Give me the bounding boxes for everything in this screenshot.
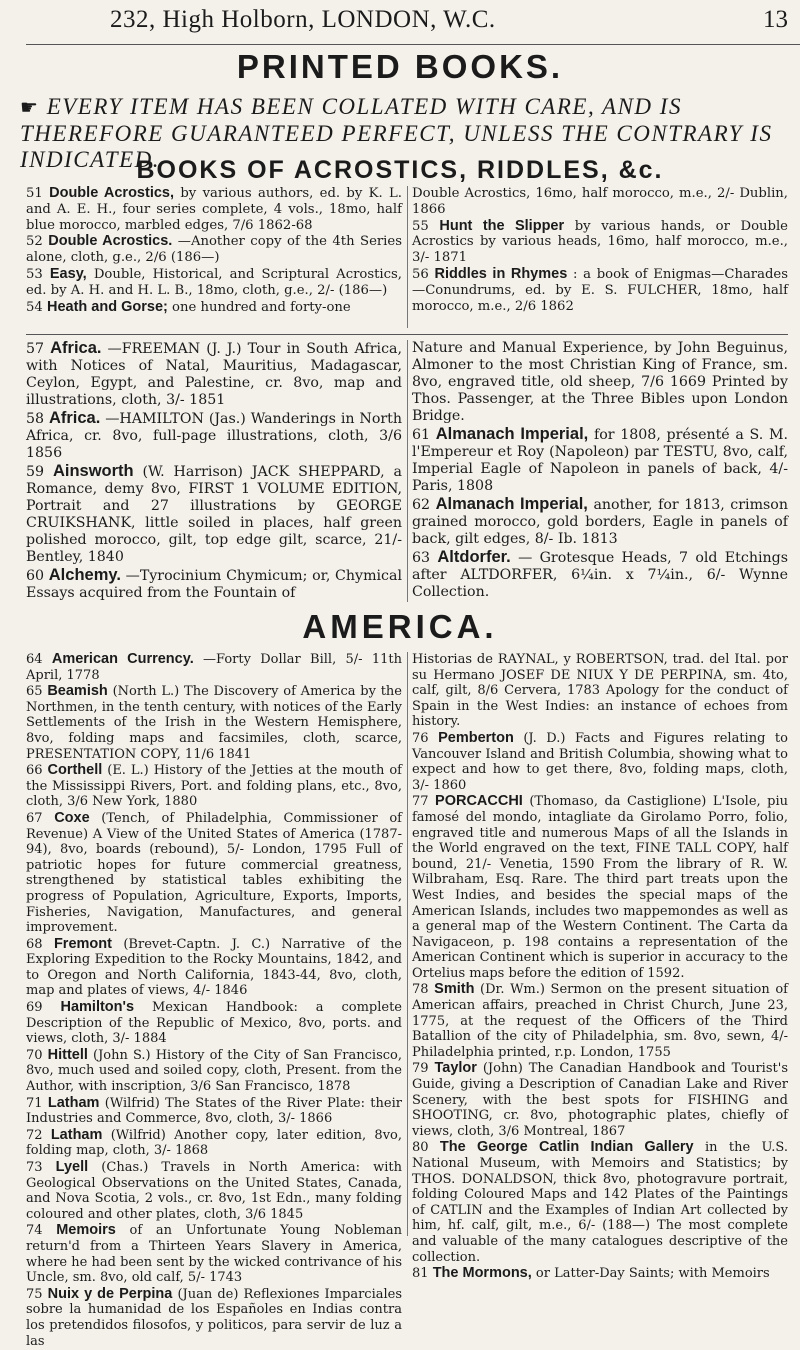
entry-number: 74 <box>26 1223 57 1239</box>
entry-text: Double Acrostics, 16mo, half morocco, m.e., 2/- Dublin, 1866 <box>412 186 788 217</box>
entry-title: Coxe <box>54 809 90 826</box>
entry-number: 66 <box>26 763 48 779</box>
america-left-column <box>26 652 402 1350</box>
entry-title: Latham <box>50 1126 103 1143</box>
header-rule <box>26 44 800 45</box>
catalogue-entry <box>412 267 788 314</box>
column-divider <box>407 186 408 328</box>
entry-text: one hundred and forty-one <box>172 299 351 315</box>
entry-number: 62 <box>412 497 436 513</box>
entry-number: 51 <box>26 186 50 201</box>
catalogue-entry <box>412 794 788 981</box>
entry-text: (Chas.) Travels in North America: with Geological Observations on the United States, Canada, and Nova Scotia, 2 vols., cr. 8vo, 1st Edn., many folding coloured and other plates, cloth, 3/6 1845 <box>26 1160 402 1222</box>
entry-text: or Latter-Day Saints; with Memoirs <box>535 1266 770 1282</box>
entry-text: for 1808, présenté a S. M. l'Empereur et Roy (Napoleon) par TESTU, 8vo, calf, Imperial Eagle of Napoleon in panels of back, 4/- Paris, 1808 <box>412 427 788 494</box>
entry-title: Easy, <box>49 265 87 282</box>
entry-title: American Currency. <box>51 651 194 667</box>
catalogue-entry <box>26 1000 402 1047</box>
entry-number: 53 <box>26 266 50 282</box>
entry-title: Lyell <box>55 1159 89 1175</box>
entry-title: Almanach Imperial, <box>435 425 589 443</box>
catalogue-entry <box>26 463 402 566</box>
entry-title: Memoirs <box>56 1222 116 1239</box>
entry-title: Nuix y de Perpina <box>47 1285 173 1302</box>
entry-text: (J. D.) Facts and Figures relating to Vancouver Island and British Columbia, showing what to expect and how to get there, 8vo, folding maps, cloth, 3/- 1860 <box>412 730 788 793</box>
entry-title: Altdorfer. <box>437 548 511 566</box>
entry-title: Hittell <box>47 1046 88 1063</box>
entry-number: 70 <box>26 1047 48 1063</box>
catalogue-entry <box>26 186 402 233</box>
entry-number: 56 <box>412 266 435 282</box>
entry-number: 78 <box>412 982 435 998</box>
entry-text: (John) The Canadian Handbook and Tourist's Guide, giving a Description of Canadian Lake and River Scenery, with the best spots for FISHING and SHOOTING, cr. 8vo, photographic plates, chiefly of views, cloth, 3/6 Montreal, 1867 <box>412 1061 788 1139</box>
entry-text: (Tench, of Philadelphia, Commissioner of Revenue) A View of the United States of America (1787-94), 8vo, boards (rebound), 5/- London, 1795 Full of patriotic hopes for future commercial greatness, strengthened by statistical tables exhibiting the progress of Population, Agriculture, Exports, Imports, Fisheries, Navigation, Manufactures, and general improvement. <box>26 810 402 936</box>
catalogue-entry <box>412 1266 788 1282</box>
entry-title: Alchemy. <box>48 566 121 584</box>
catalogue-entry <box>412 186 788 218</box>
catalogue-entry <box>412 731 788 793</box>
entry-number: 79 <box>412 1061 435 1077</box>
entry-title: Fremont <box>53 935 112 952</box>
section-heading-america: AMERICA. <box>302 608 498 645</box>
catalogue-entry <box>26 652 402 683</box>
catalogue-entry <box>26 1223 402 1285</box>
entry-number: 55 <box>412 218 440 234</box>
section-rule <box>26 334 788 335</box>
catalogue-entry <box>26 1128 402 1159</box>
catalogue-entry <box>412 982 788 1060</box>
entry-text: (W. Harrison) JACK SHEPPARD, a Romance, demy 8vo, FIRST 1 VOLUME EDITION, Portrait and 27 illustrations by GEORGE CRUIKSHANK, little soiled in places, half green polished morocco, gilt, top edge gilt, scarce, 21/- Bentley, 1840 <box>26 464 402 565</box>
column-divider <box>407 652 408 1236</box>
entry-number: 72 <box>26 1127 51 1143</box>
page-header <box>0 4 800 32</box>
entry-text: another, for 1813, crimson grained morocco, gold borders, Eagle in panels of back, gilt edges, 8/- Ib. 1813 <box>412 497 788 547</box>
entry-text: Double, Historical, and Scriptural Acrostics, ed. by A. H. and H. L. B., 18mo, cloth, g.e., 2/- (186—) <box>26 266 402 298</box>
entry-title: Latham <box>47 1094 100 1111</box>
entry-title: Africa. <box>48 409 101 427</box>
entry-number: 75 <box>26 1286 48 1302</box>
entry-number: 58 <box>26 411 49 427</box>
catalogue-entry <box>412 219 788 266</box>
entry-number: 54 <box>26 299 47 315</box>
entry-number: 80 <box>412 1140 440 1156</box>
entry-number: 57 <box>26 341 51 357</box>
entry-title: The George Catlin Indian Gallery <box>439 1139 694 1156</box>
entry-title: Double Acrostics. <box>48 233 173 250</box>
entry-text: (E. L.) History of the Jetties at the mouth of the Mississippi Rivers, Port. and folding plans, etc., 8vo, cloth, 3/6 New York, 1880 <box>26 763 402 810</box>
pointing-hand-icon: ☛ <box>20 97 40 119</box>
entry-title: Heath and Gorse; <box>46 298 168 315</box>
entry-number: 73 <box>26 1160 56 1175</box>
catalogue-entry <box>26 937 402 999</box>
entry-title: Almanach Imperial, <box>435 495 588 513</box>
section-heading-acrostics: BOOKS OF ACROSTICS, RIDDLES, &c. <box>136 156 664 184</box>
entry-text: —Forty Dollar Bill, 5/- 11th April, 1778 <box>26 652 402 683</box>
entry-text: —FREEMAN (J. J.) Tour in South Africa, with Notices of Natal, Mauritius, Madagascar, Ceylon, Egypt, and Palestine, cr. 8vo, map and illustrations, cloth, 3/- 1851 <box>26 341 402 408</box>
entry-text: (Dr. Wm.) Sermon on the present situation of American affairs, preached in Christ Church, June 23, 1775, at the request of the Officers of the Third Batallion of the city of Philadelphia, sm. 8vo, sewn, 4/- Philadelphia printed, r.p. London, 1755 <box>412 982 788 1060</box>
entry-number: 67 <box>26 810 55 826</box>
entry-title: Smith <box>434 981 475 998</box>
entry-title: PORCACCHI <box>435 793 523 810</box>
catalogue-entry <box>412 1061 788 1139</box>
entry-number: 77 <box>412 794 436 810</box>
catalogue-entry <box>26 567 402 602</box>
catalogue-entry <box>412 426 788 495</box>
entry-text: —Another copy of the 4th Series alone, cloth, g.e., 2/6 (186—) <box>26 234 402 266</box>
catalogue-entry <box>412 1140 788 1265</box>
entry-text: (Juan de) Reflexiones Imparciales sobre la humanidad de los Españoles en Indias contra los pretendidos filosofos, y politicos, para servir de luz a las <box>26 1286 403 1349</box>
entry-title: Double Acrostics, <box>49 185 175 201</box>
column-divider <box>407 340 408 602</box>
entry-text: (Brevet-Captn. J. C.) Narrative of the Exploring Expedition to the Rocky Mountains, 1842, and to Oregon and North California, 1843-44, 8vo, cloth, map and plates of views, 4/- 1846 <box>26 936 402 999</box>
catalogue-entry <box>26 340 402 409</box>
entry-title: Pemberton <box>438 729 514 746</box>
entry-number: 69 <box>26 1000 61 1016</box>
acrostics-left-column <box>26 186 402 316</box>
catalogue-entry <box>26 1287 402 1349</box>
entry-number: 81 <box>412 1266 433 1282</box>
entry-number: 76 <box>412 730 439 746</box>
catalogue-entry <box>412 496 788 548</box>
entry-number: 60 <box>26 568 49 584</box>
catalogue-entry <box>26 267 402 299</box>
entry-text: Mexican Handbook: a complete Description of the Republic of Mexico, 8vo, ports. and views, cloth, 3/- 1884 <box>26 1000 402 1047</box>
entry-number: 68 <box>26 936 54 952</box>
entry-text: by various hands, or Double Acrostics by various heads, 16mo, half morocco, m.e., 3/- 1871 <box>412 218 788 266</box>
entry-text: — Grotesque Heads, 7 old Etchings after ALTDORFER, 6¼in. x 7¼in., 6/- Wynne Collection. <box>412 550 788 600</box>
catalogue-entry <box>412 652 788 730</box>
catalogue-entry <box>412 340 788 425</box>
entry-text: in the U.S. National Museum, with Memoirs and Statistics; by THOS. DONALDSON, thick 8vo, photogravure portrait, folding Coloured Maps and 142 Plates of the Paintings of CATLIN and the Examples of Indian Art collected by him, hf. calf, gilt, m.e., 6/- (188—) The most complete and valuable of the many catalogues descriptive of the collection. <box>412 1140 788 1265</box>
catalogue-entry <box>26 1160 402 1222</box>
entry-title: Africa. <box>50 339 102 357</box>
catalogue-entry <box>26 763 402 810</box>
catalogue-entry <box>26 234 402 266</box>
africa-left-column <box>26 340 402 603</box>
entry-text: (Wilfrid) Another copy, later edition, 8vo, folding map, cloth, 3/- 1868 <box>26 1127 402 1159</box>
america-right-column <box>412 652 788 1283</box>
entry-number: 61 <box>412 427 436 443</box>
catalogue-entry <box>26 300 402 316</box>
catalogue-entry <box>26 811 402 936</box>
entry-number: 52 <box>26 234 49 250</box>
entry-title: Hamilton's <box>60 999 135 1016</box>
entry-number: 65 <box>26 684 48 700</box>
entry-number: 59 <box>26 464 53 480</box>
entry-title: Beamish <box>47 683 108 700</box>
entry-text: —HAMILTON (Jas.) Wanderings in North Africa, cr. 8vo, full-page illustrations, cloth, 3/6 1856 <box>26 411 402 461</box>
acrostics-right-column <box>412 186 788 315</box>
entry-title: The Mormons, <box>432 1265 532 1282</box>
entry-text: Nature and Manual Experience, by John Beguinus, Almoner to the most Christian King of France, sm. 8vo, engraved title, old sheep, 7/6 1669 Printed by Thos. Passenger, at the Three Bibles upon London Bridge. <box>412 340 788 424</box>
entry-text: (John S.) History of the City of San Francisco, 8vo, much used and soiled copy, cloth, Present. from the Author, with inscription, 3/6 San Francisco, 1878 <box>26 1047 402 1095</box>
entry-number: 63 <box>412 550 438 566</box>
entry-title: Taylor <box>434 1060 477 1077</box>
entry-title: Riddles in Rhymes <box>434 265 568 282</box>
entry-title: Ainsworth <box>52 462 134 480</box>
catalogue-entry <box>412 549 788 601</box>
africa-right-column <box>412 340 788 602</box>
notice-text: EVERY ITEM HAS BEEN COLLATED WITH CARE, AND IS THEREFORE GUARANTEED PERFECT, UNLESS THE CONTRARY IS INDICATED. <box>20 94 773 172</box>
catalogue-entry <box>26 1048 402 1095</box>
entry-number: 71 <box>26 1095 48 1111</box>
page-title: PRINTED BOOKS. <box>236 48 564 85</box>
entry-text: by various authors, ed. by K. L. and A. E. H., four series complete, 4 vols., 18mo, half blue morocco, marbled edges, 7/6 1862-68 <box>26 186 402 233</box>
entry-text: —Tyrocinium Chymicum; or, Chymical Essays acquired from the Fountain of <box>26 568 403 601</box>
entry-text: Historias de RAYNAL, y ROBERTSON, trad. del Ital. por su Hermano JOSEF DE NIUX Y DE PERPINA, sm. 4to, calf, gilt, 8/6 Cervera, 1783 Apology for the conduct of Spain in the West Indies: an instance of echoes from history. <box>412 652 788 730</box>
entry-text: of an Unfortunate Young Nobleman return'd from a Thirteen Years Slavery in America, where he had been sent by the wicked contrivance of his Uncle, sm. 8vo, old calf, 5/- 1743 <box>26 1223 402 1286</box>
catalogue-entry <box>26 684 402 762</box>
entry-title: Corthell <box>47 762 103 779</box>
entry-text: (Thomaso, da Castiglione) L'Isole, piu famosé del mondo, intagliate da Girolamo Porro, folio, engraved title and numerous Maps of all the Islands in the World engraved on the text, FINE TALL COPY, half bound, 21/- Venetia, 1590 From the library of R. W. Wilbraham, Esq. Rare. The third part treats upon the West Indies, and besides the special maps of the American Islands, includes two mappemondes as well as a general map of the Western Continent. The Carta da Navigaceon, p. 198 contains a representation of the American Continent which is superior in accuracy to the Ortelius maps before the edition of 1592. <box>412 794 788 981</box>
header-address: 232, High Holborn, LONDON, W.C. <box>110 6 496 33</box>
catalogue-entry <box>26 1096 402 1127</box>
entry-number: 64 <box>26 652 52 667</box>
entry-text: (North L.) The Discovery of America by the Northmen, in the tenth century, with notices of the Early Settlements of the Irish in the Western Hemisphere, 8vo, folding maps and facsimiles, cloth, scarce, PRESENTATION COPY, 11/6 1841 <box>26 684 402 762</box>
page-number: 13 <box>763 6 788 33</box>
entry-text: (Wilfrid) The States of the River Plate: their Industries and Commerce, 8vo, cloth, 3/- 1866 <box>26 1095 402 1127</box>
entry-title: Hunt the Slipper <box>439 217 565 234</box>
catalogue-entry <box>26 410 402 462</box>
entry-text: : a book of Enigmas—Charades—Conundrums, ed. by E. S. FULCHER, 18mo, half morocco, m.e., 2/6 1862 <box>412 266 788 314</box>
